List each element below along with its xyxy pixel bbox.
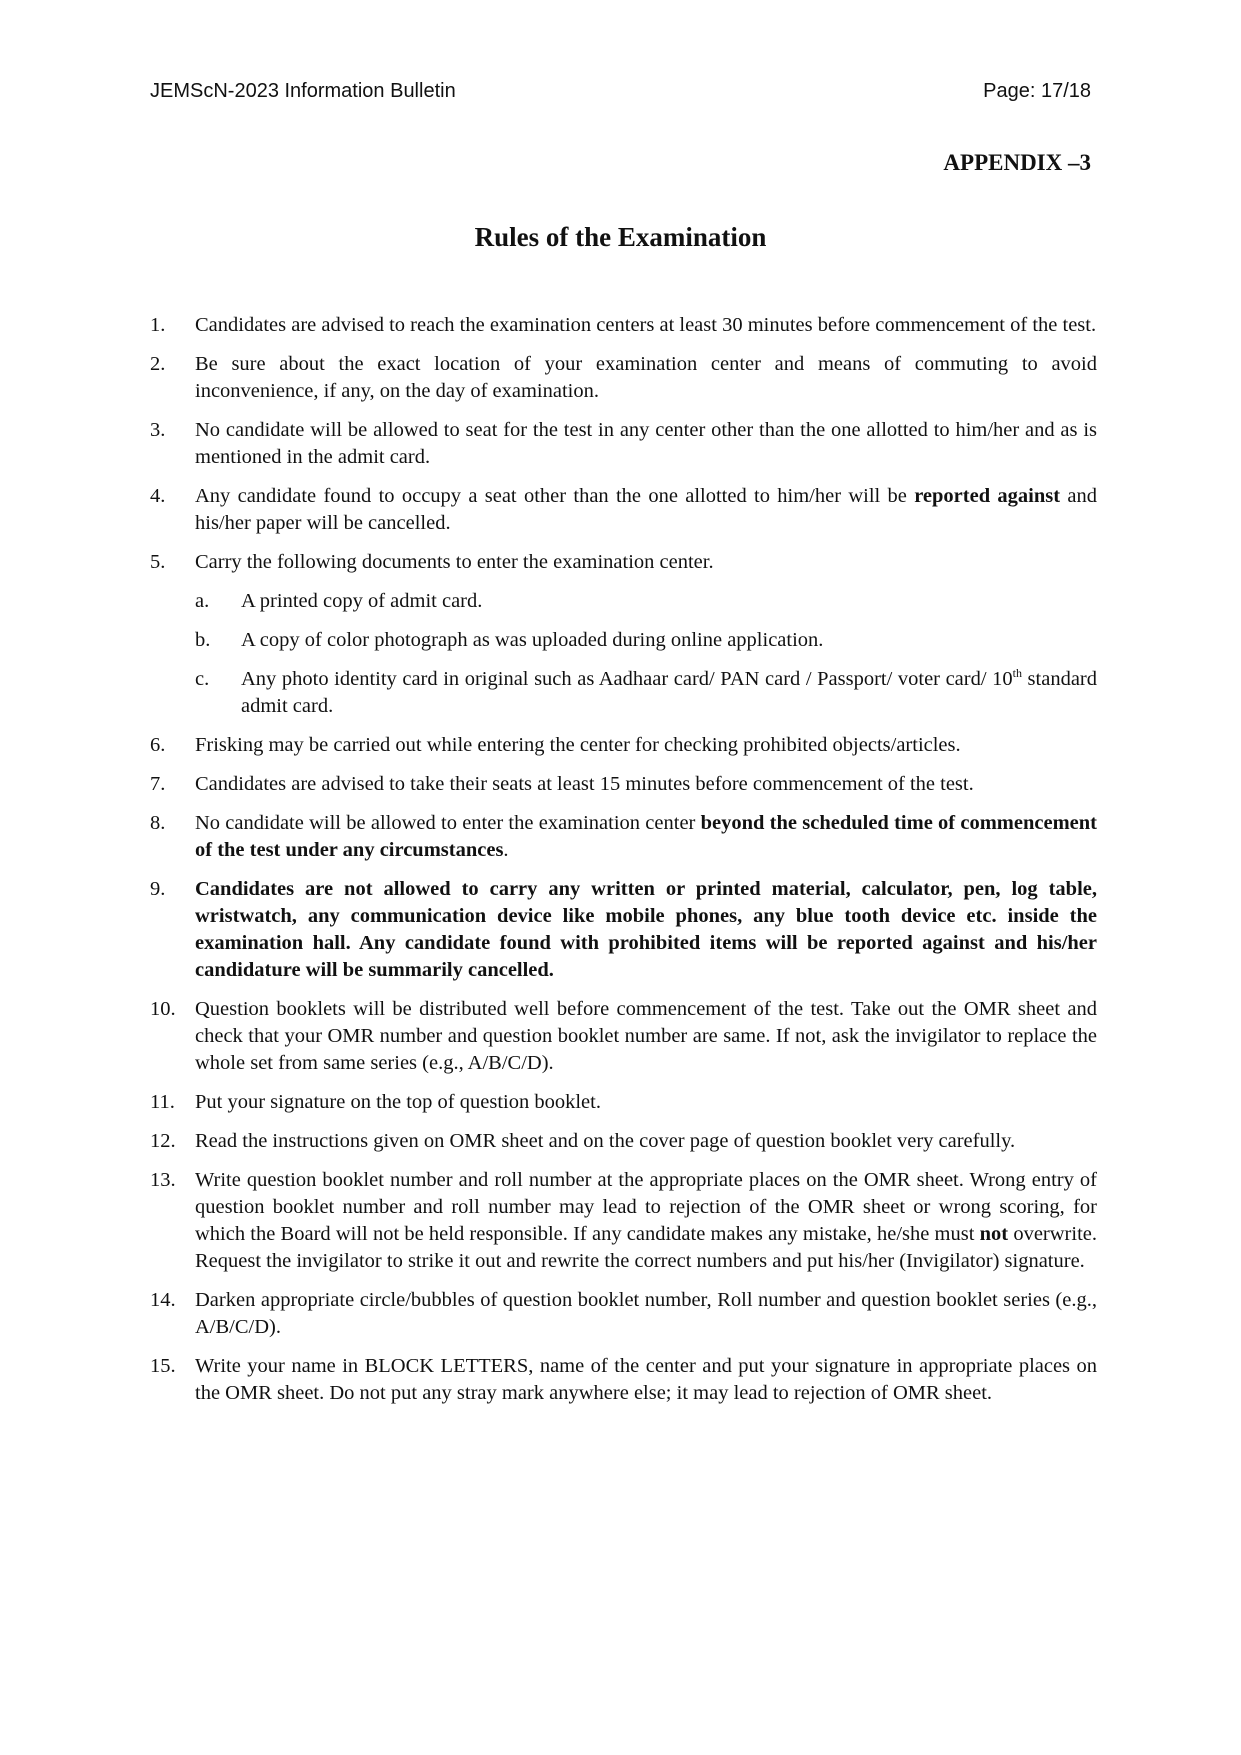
- rule-number: 15.: [150, 1355, 176, 1377]
- rule-item: [150, 351, 1097, 405]
- rule-body: [195, 549, 1097, 720]
- rule-text-part: .: [503, 839, 509, 861]
- rule-item: [150, 1353, 1097, 1407]
- superscript: th: [1012, 666, 1022, 681]
- rule-number: 3.: [150, 419, 166, 441]
- rule-emphasis: not: [979, 1223, 1009, 1245]
- rule-number: 12.: [150, 1130, 176, 1152]
- rule-number: 9.: [150, 878, 166, 900]
- rule-item: [150, 483, 1097, 537]
- rule-text: Candidates are advised to reach the examination centers at least 30 minutes before commencement of the test.: [195, 314, 1097, 336]
- rule-item: [150, 1167, 1097, 1275]
- rule-emphasis: beyond the scheduled time of commencement of the test under any circumstances: [195, 812, 1097, 861]
- rule-text-part: No candidate will be allowed to enter the examination center: [195, 812, 701, 834]
- rule-text: Carry the following documents to enter the examination center.: [195, 551, 714, 573]
- rule-text: Candidates are not allowed to carry any written or printed material, calculator, pen, log table, wristwatch, any communication device like mobile phones, any blue tooth device etc. inside the examination hall. Any candidate found with prohibited items will be reported against and his/her candidature will be summarily cancelled.: [195, 878, 1097, 981]
- rule-item: [150, 1287, 1097, 1341]
- rule-number: 8.: [150, 812, 166, 834]
- sublist-text-part: standard admit card.: [241, 668, 1097, 717]
- sublist-letter: b.: [195, 629, 211, 651]
- page-title: Rules of the Examination: [474, 222, 767, 252]
- rule-text-part: Write question booklet number and roll number at the appropriate places on the OMR sheet. Wrong entry of question booklet number and roll number may lead to rejection of the OMR sheet or wrong scoring, for which the Board will not be held responsible. If any candidate makes any mistake, he/she must: [195, 1169, 1097, 1245]
- rule-text: Darken appropriate circle/bubbles of question booklet number, Roll number and question booklet series (e.g., A/B/C/D).: [195, 1289, 1097, 1338]
- rule-number: 2.: [150, 353, 166, 375]
- rule-number: 4.: [150, 485, 166, 507]
- rule-item: [150, 996, 1097, 1077]
- rule-text: No candidate will be allowed to seat for the test in any center other than the one allotted to him/her and as is mentioned in the admit card.: [195, 419, 1097, 468]
- rule-item: [150, 1128, 1097, 1155]
- sublist-text-part: Any photo identity card in original such as Aadhaar card/ PAN card / Passport/ voter card/ 10: [241, 668, 1013, 690]
- rule-text: [195, 1167, 1097, 1275]
- rule-number: 6.: [150, 734, 166, 756]
- rule-text: [195, 810, 1097, 864]
- documents-sublist: [195, 588, 1097, 720]
- rule-text: Question booklets will be distributed well before commencement of the test. Take out the OMR sheet and check that your OMR number and question booklet number are same. If not, ask the invigilator to replace the whole set from same series (e.g., A/B/C/D).: [195, 998, 1097, 1074]
- sublist-text: A copy of color photograph as was uploaded during online application.: [241, 629, 824, 651]
- rule-number: 7.: [150, 773, 166, 795]
- rule-text: Candidates are advised to take their seats at least 15 minutes before commencement of the test.: [195, 773, 974, 795]
- sublist-letter: c.: [195, 668, 210, 690]
- rule-number: 5.: [150, 551, 166, 573]
- rule-item: [150, 1089, 1097, 1116]
- rule-number: 10.: [150, 998, 176, 1020]
- rule-number: 14.: [150, 1289, 176, 1311]
- rule-number: 1.: [150, 314, 166, 336]
- rule-item: [150, 876, 1097, 984]
- rule-item: [150, 732, 1097, 759]
- rule-item: [150, 417, 1097, 471]
- rule-text: [195, 483, 1097, 537]
- rule-item: [150, 549, 1097, 720]
- sublist-text: A printed copy of admit card.: [241, 590, 483, 612]
- rule-text: Frisking may be carried out while entering the center for checking prohibited objects/articles.: [195, 734, 961, 756]
- sublist-item: [195, 666, 1097, 720]
- rule-text-part: Any candidate found to occupy a seat other than the one allotted to him/her will be: [195, 485, 915, 507]
- rule-emphasis: reported against: [914, 485, 1061, 507]
- sublist-item: [195, 588, 1097, 615]
- rule-item: [150, 312, 1097, 339]
- rule-text: Be sure about the exact location of your examination center and means of commuting to avoid inconvenience, if any, on the day of examination.: [195, 353, 1097, 402]
- rule-number: 13.: [150, 1169, 176, 1191]
- rule-text-part: overwrite. Request the invigilator to strike it out and rewrite the correct numbers and put his/her (Invigilator) signature.: [195, 1223, 1098, 1272]
- appendix-label: APPENDIX –3: [943, 150, 1091, 175]
- rule-text-part: and his/her paper will be cancelled.: [195, 485, 1097, 534]
- sublist-letter: a.: [195, 590, 210, 612]
- page-number: Page: 17/18: [983, 80, 1091, 102]
- rule-number: 11.: [150, 1091, 175, 1113]
- sublist-item: [195, 627, 1097, 654]
- running-header-title: JEMScN-2023 Information Bulletin: [150, 80, 456, 102]
- rule-text: Put your signature on the top of question booklet.: [195, 1091, 601, 1113]
- rule-text: Read the instructions given on OMR sheet and on the cover page of question booklet very carefully.: [195, 1130, 1016, 1152]
- sublist-text: [241, 666, 1097, 720]
- rule-item: [150, 810, 1097, 864]
- rule-text: Write your name in BLOCK LETTERS, name of the center and put your signature in appropriate places on the OMR sheet. Do not put any stray mark anywhere else; it may lead to rejection of OMR sheet.: [195, 1355, 1097, 1404]
- rule-item: [150, 771, 1097, 798]
- rules-list: [150, 312, 1097, 1419]
